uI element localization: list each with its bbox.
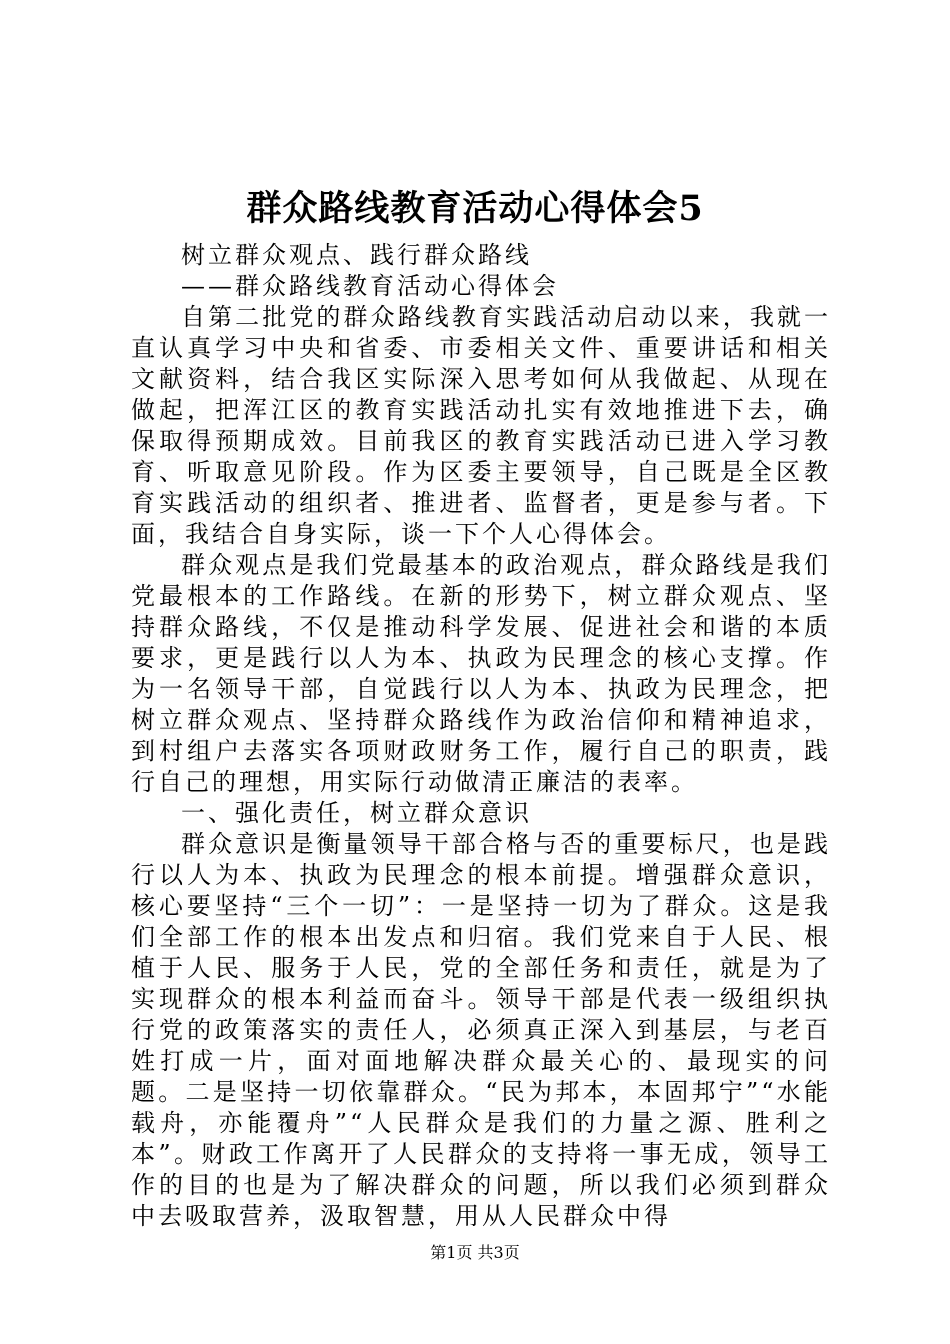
document-body (131, 240, 831, 1232)
paragraph-mass-viewpoint: 群众观点是我们党最基本的政治观点，群众路线是我们党最根本的工作路线。在新的形势下，树立群众观点、坚持群众路线，不仅是推动科学发展、促进社会和谐的本质要求，更是践行以人为本、执政为民理念的核心支撑。作为一名领导干部，自觉践行以人为本、执政为民理念，把树立群众观点、坚持群众路线作为政治信仰和精神追求，到村组户去落实各项财政财务工作，履行自己的职责，践行自己的理想，用实际行动做清正廉洁的表率。 (131, 551, 831, 796)
page-number-footer: 第1页 共3页 (430, 1243, 520, 1262)
subtitle-line-1: 树立群众观点、践行群众路线 (181, 241, 532, 269)
subtitle-line-2: ——群众路线教育活动心得体会 (181, 272, 559, 300)
section-heading-1: 一、强化责任，树立群众意识 (181, 799, 532, 827)
page-title: 群众路线教育活动心得体会5 (246, 188, 704, 229)
paragraph-intro: 自第二批党的群众路线教育实践活动启动以来，我就一直认真学习中央和省委、市委相关文件、重要讲话和相关文献资料，结合我区实际深入思考如何从我做起、从现在做起，把浑江区的教育实践活动扎实有效地推进下去，确保取得预期成效。目前我区的教育实践活动已进入学习教育、听取意见阶段。作为区委主要领导，自己既是全区教育实践活动的组织者、推进者、监督者，更是参与者。下面，我结合自身实际，谈一下个人心得体会。 (131, 303, 831, 548)
section-1-paragraph: 群众意识是衡量领导干部合格与否的重要标尺，也是践行以人为本、执政为民理念的根本前提。增强群众意识，核心要坚持“三个一切”：一是坚持一切为了群众。这是我们全部工作的根本出发点和归宿。我们党来自于人民、根植于人民、服务于人民，党的全部任务和责任，就是为了实现群众的根本利益而奋斗。领导干部是代表一级组织执行党的政策落实的责任人，必须真正深入到基层，与老百姓打成一片，面对面地解决群众最关心的、最现实的问题。二是坚持一切依靠群众。“民为邦本，本固邦宁”“水能载舟，亦能覆舟”“人民群众是我们的力量之源、胜利之本”。财政工作离开了人民群众的支持将一事无成，领导工作的目的也是为了解决群众的问题，所以我们必须到群众中去吸取营养，汲取智慧，用从人民群众中得 (131, 830, 831, 1230)
